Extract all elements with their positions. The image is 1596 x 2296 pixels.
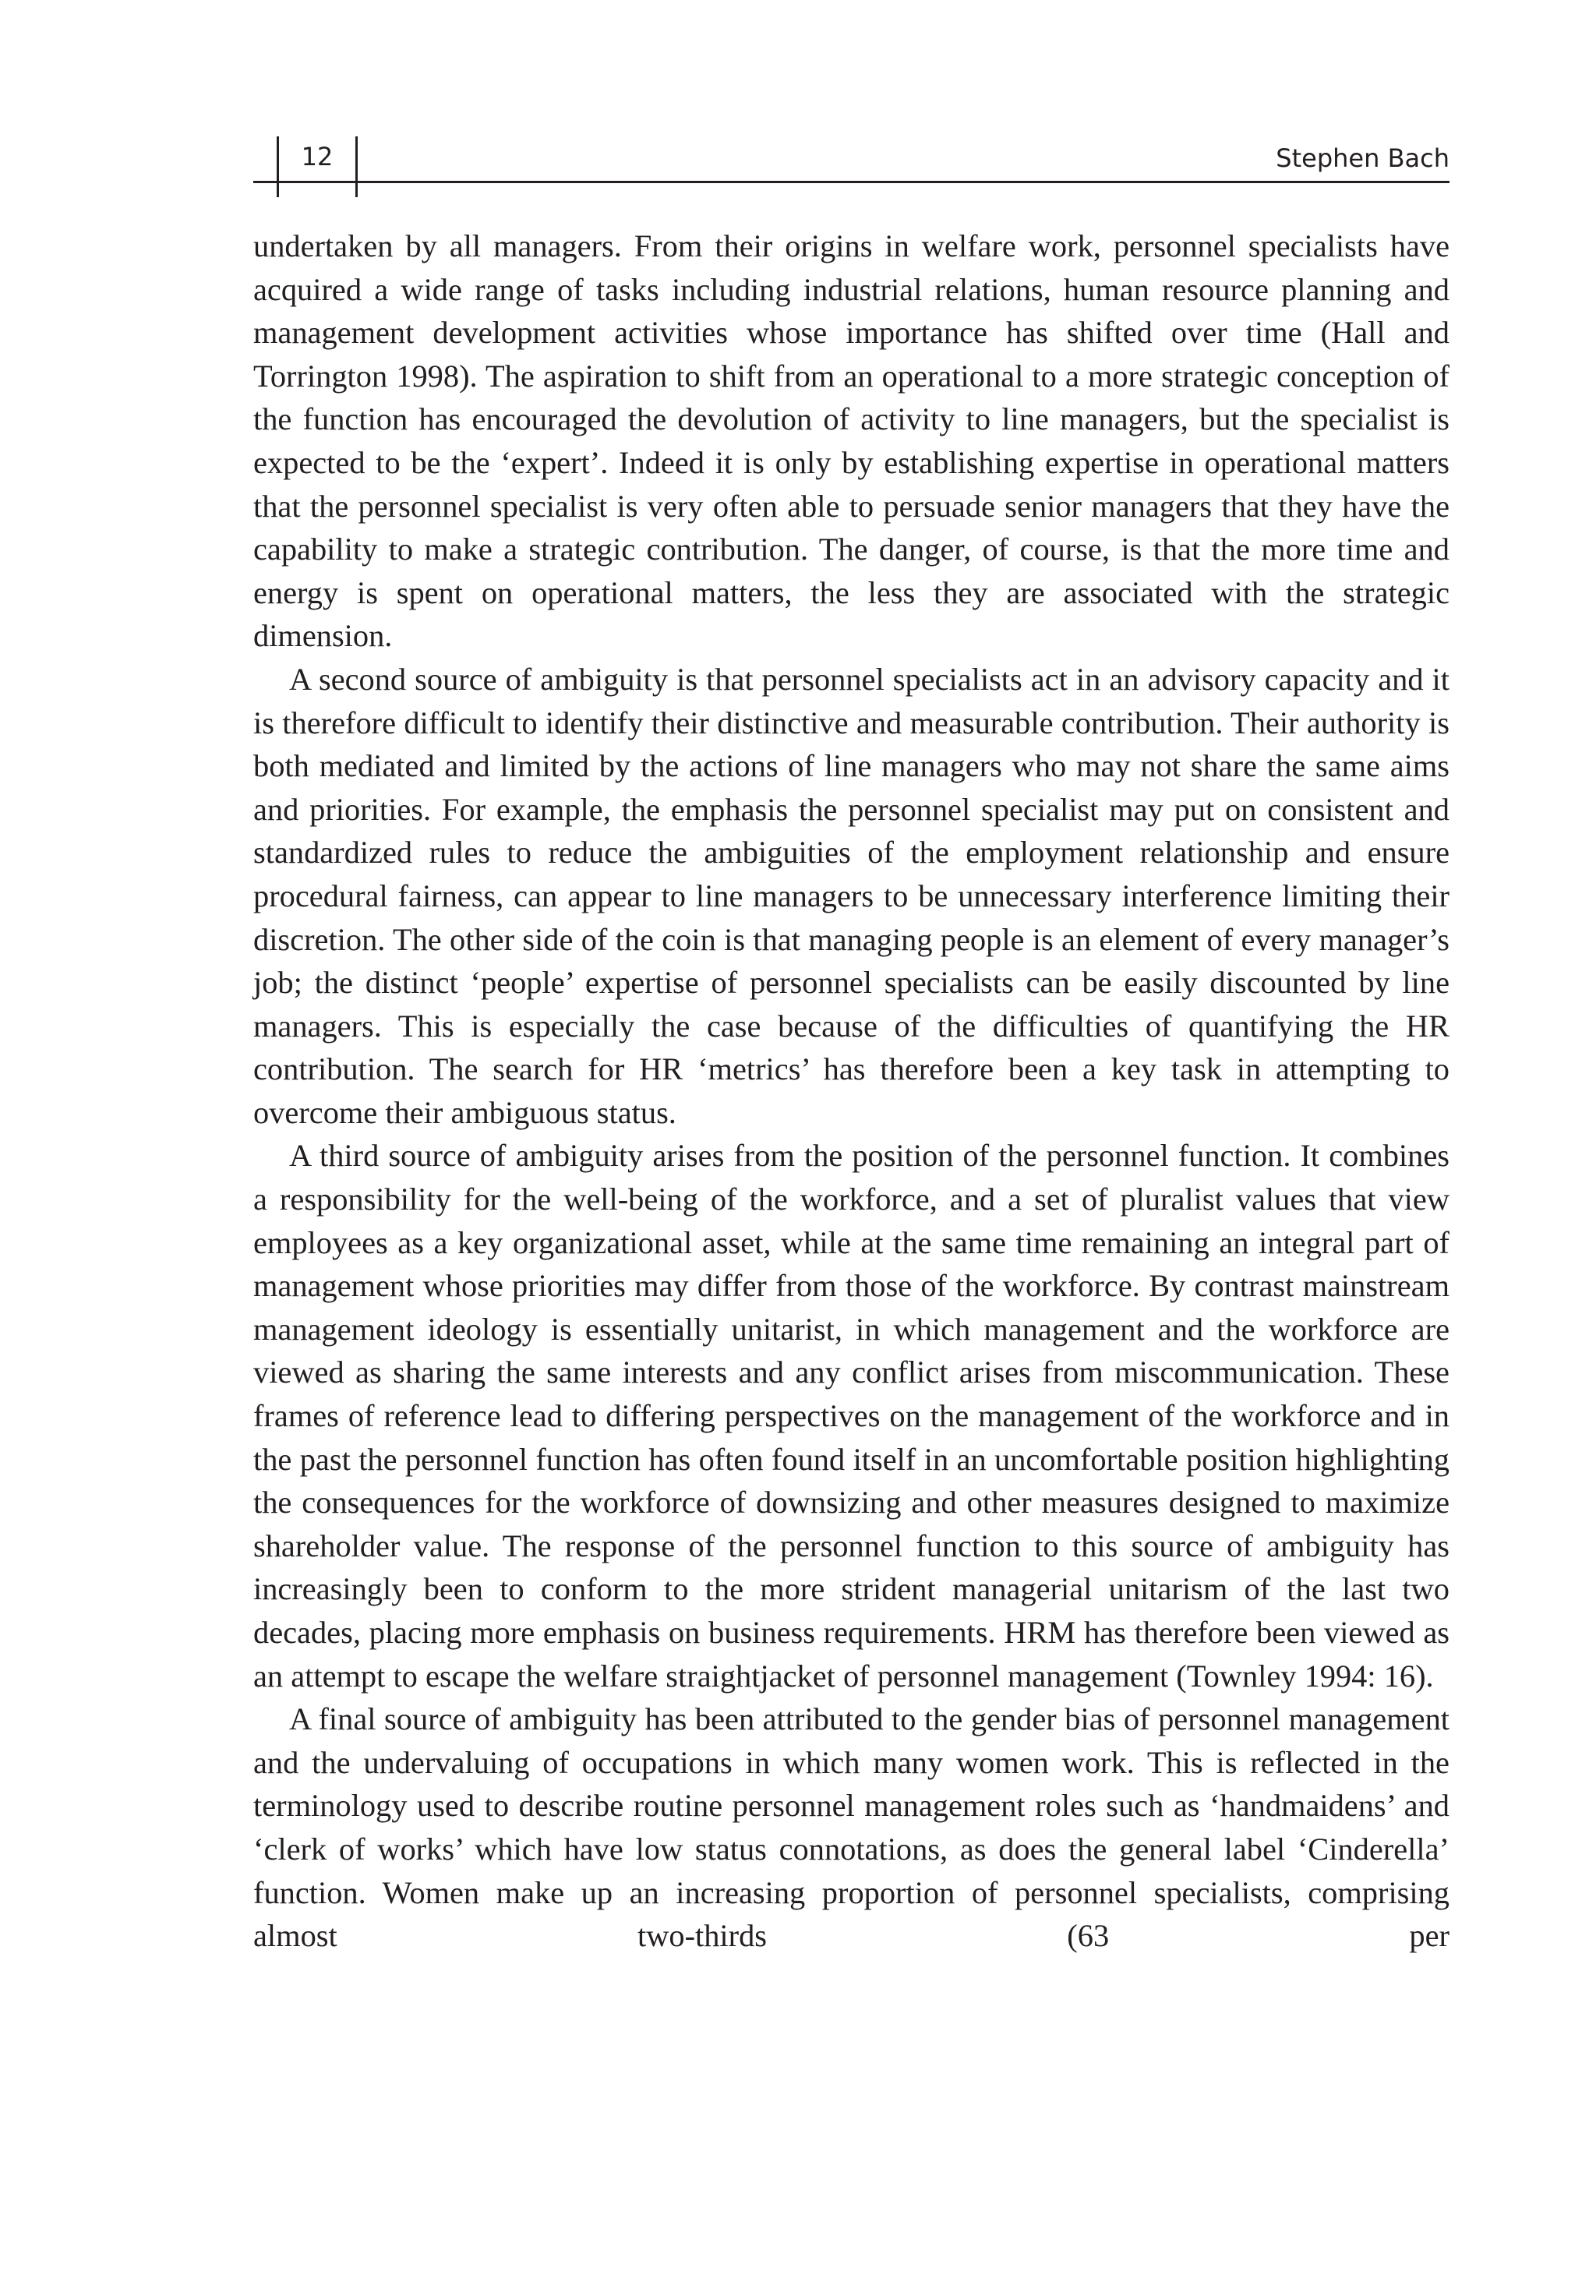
page-number-box: [277, 136, 358, 182]
header-rule: [253, 181, 1449, 183]
page-number: 12: [301, 142, 334, 171]
body-text: [253, 224, 1449, 1958]
paragraph-3: A third source of ambiguity arises from the position of the personnel function. It combines a responsibility for the well-being of the workforce, and a set of pluralist values that view employees as a key organizational asset, while at the same time remaining an integral part of management whose priorities may differ from those of the workforce. By contrast mainstream management ideology is essentially unitarist, in which management and the workforce are viewed as sharing the same interests and any conflict arises from miscommunication. These frames of reference lead to differing perspectives on the management of the workforce and in the past the personnel function has often found itself in an uncomfortable position highlighting the consequences for the workforce of downsizing and other measures designed to maximize shareholder value. The response of the personnel function to this source of ambiguity has increasingly been to conform to the more strident managerial unitarism of the last two decades, placing more emphasis on business requirements. HRM has therefore been viewed as an attempt to escape the welfare straightjacket of personnel management (Townley 1994: 16).: [253, 1138, 1449, 1694]
running-header: [253, 136, 1449, 199]
paragraph-4: A final source of ambiguity has been attributed to the gender bias of personnel management and the undervaluing of occupations in which many women work. This is reflected in the terminology used to describe routine personnel management roles such as ‘handmaidens’ and ‘clerk of works’ which have low status connotations, as does the general label ‘Cinderella’ function. Women make up an increasing proportion of personnel specialists, comprising almost two-thirds (63 per: [253, 1701, 1449, 1954]
header-rule-tick-left: [277, 183, 279, 197]
paragraph-1: undertaken by all managers. From their origins in welfare work, personnel specialists have acquired a wide range of tasks including industrial relations, human resource planning and management development activities whose importance has shifted over time (Hall and Torrington 1998). The aspiration to shift from an operational to a more strategic conception of the function has encouraged the devolution of activity to line managers, but the specialist is expected to be the ‘expert’. Indeed it is only by establishing expertise in operational matters that the personnel specialist is very often able to persuade senior managers that they have the capability to make a strategic contribution. The danger, of course, is that the more time and energy is spent on operational matters, the less they are associated with the strategic dimension.: [253, 228, 1449, 654]
running-head-author: Stephen Bach: [1276, 143, 1449, 173]
paragraph-2: A second source of ambiguity is that personnel specialists act in an advisory capacity and it is therefore difficult to identify their distinctive and measurable contribution. Their authority is both mediated and limited by the actions of line managers who may not share the same aims and priorities. For example, the emphasis the personnel specialist may put on consistent and standardized rules to reduce the ambiguities of the employment relationship and ensure procedural fairness, can appear to line managers to be unnecessary interference limiting their discretion. The other side of the coin is that managing people is an element of every manager’s job; the distinct ‘people’ expertise of personnel specialists can be easily discounted by line managers. This is especially the case because of the difficulties of quantifying the HR contribution. The search for HR ‘metrics’ has therefore been a key task in attempting to overcome their ambiguous status.: [253, 661, 1449, 1130]
header-rule-tick-right: [355, 183, 358, 197]
